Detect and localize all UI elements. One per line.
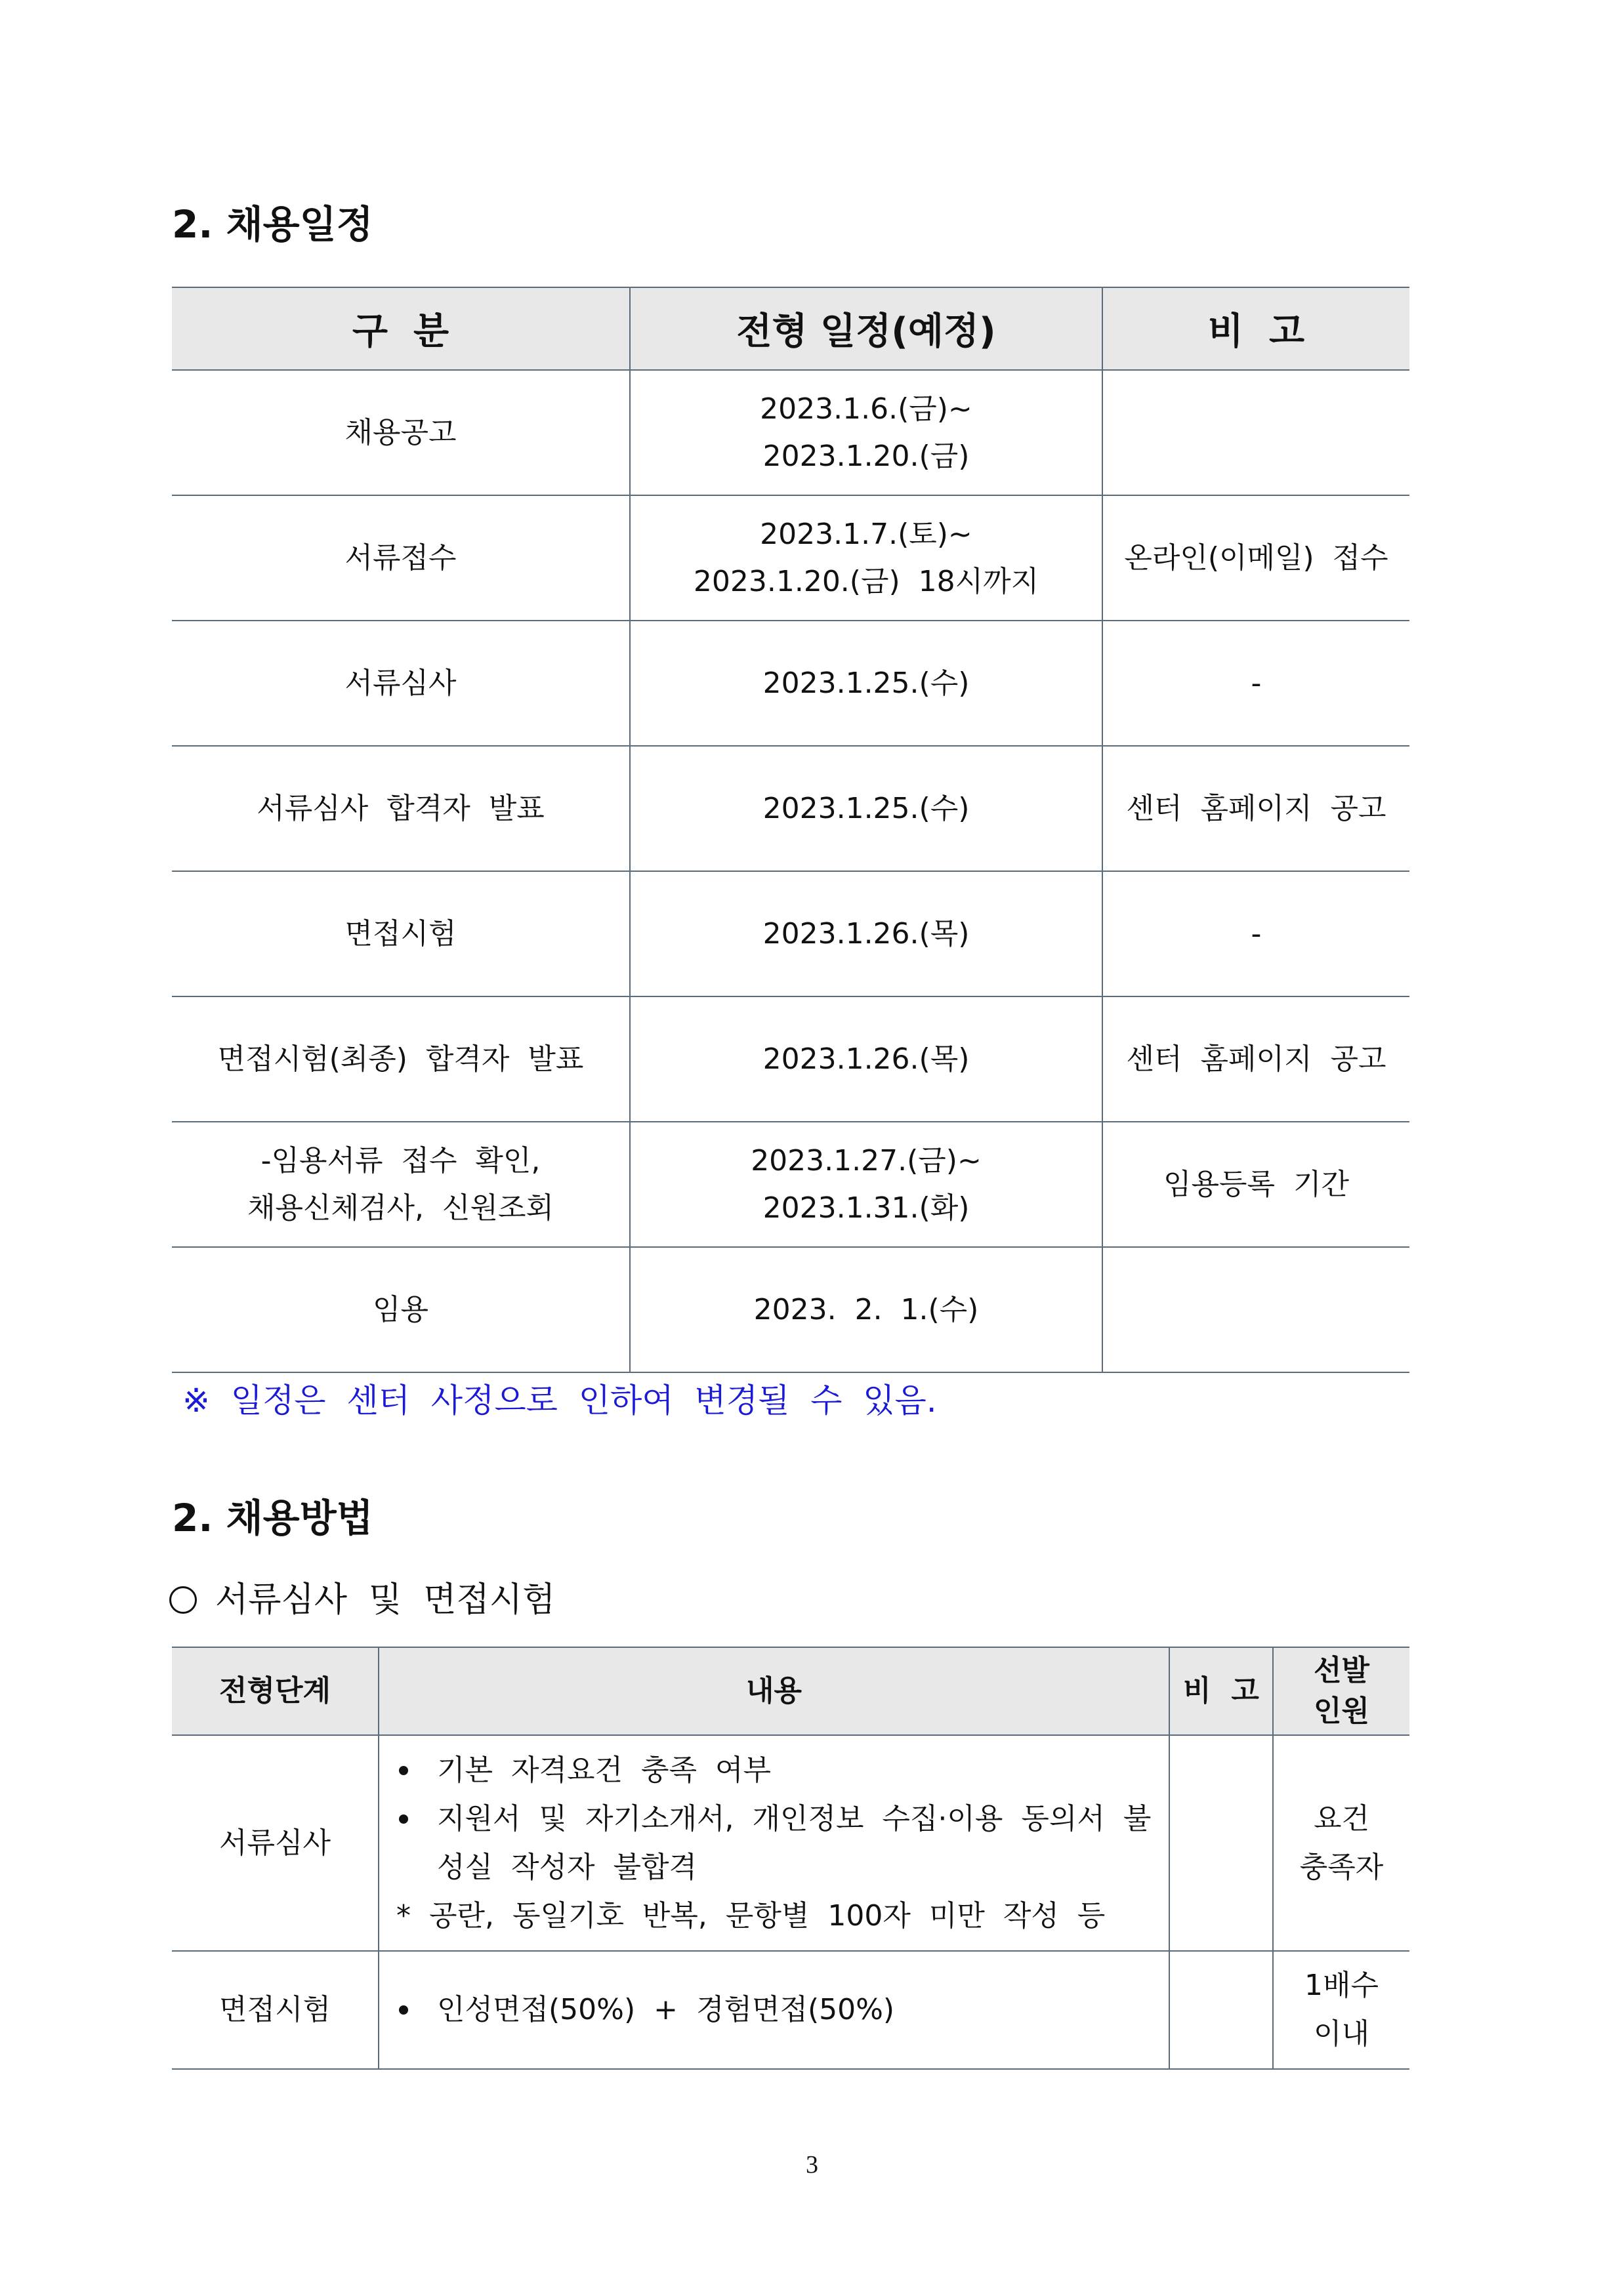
note-cell xyxy=(1169,1735,1273,1951)
date-cell xyxy=(630,495,1102,621)
cell-text: 임용 xyxy=(372,1292,428,1326)
method-table xyxy=(172,1647,1409,2070)
content-cell xyxy=(379,1735,1169,1951)
note-cell: - xyxy=(1102,871,1409,996)
subheading-text: 서류심사 및 면접시험 xyxy=(215,1580,556,1620)
select-cell xyxy=(1273,1951,1409,2069)
cell-text: 요건 xyxy=(1313,1801,1369,1835)
select-cell xyxy=(1273,1735,1409,1951)
stage-cell: 면접시험 xyxy=(172,1951,379,2069)
stage-cell xyxy=(172,495,630,621)
stage-cell xyxy=(172,1122,630,1247)
stage-cell xyxy=(172,996,630,1122)
cell-text: 2023.1.25.(수) xyxy=(762,791,970,825)
cell-text: 서류심사 xyxy=(344,666,457,700)
table-row xyxy=(172,871,1409,996)
header-text: 선발 xyxy=(1313,1654,1369,1687)
table-row xyxy=(172,1735,1409,1951)
cell-text: 2023.1.6.(금)~ xyxy=(760,392,972,426)
cell-text: 2023.1.25.(수) xyxy=(762,666,970,700)
method-header-content: 내용 xyxy=(379,1647,1169,1735)
cell-text: -임용서류 접수 확인, xyxy=(260,1143,541,1178)
cell-text: 채용신체검사, 신원조회 xyxy=(247,1191,554,1225)
schedule-header-note: 비 고 xyxy=(1102,287,1409,370)
note-cell: 센터 홈페이지 공고 xyxy=(1102,996,1409,1122)
section-title-schedule: 2. 채용일정 xyxy=(172,202,373,247)
date-cell xyxy=(630,871,1102,996)
schedule-table xyxy=(172,287,1409,1373)
cell-text: 2023.1.31.(화) xyxy=(762,1191,970,1225)
cell-text: 2023.1.7.(토)~ xyxy=(760,517,972,551)
method-subheading xyxy=(169,1580,556,1620)
schedule-header-date: 전형 일정(예정) xyxy=(630,287,1102,370)
header-text: 인원 xyxy=(1313,1694,1369,1728)
note-cell xyxy=(1169,1951,1273,2069)
stage-cell xyxy=(172,621,630,746)
cell-text: 서류접수 xyxy=(344,541,457,575)
date-cell xyxy=(630,746,1102,871)
cell-text: 서류심사 합격자 발표 xyxy=(257,791,545,825)
stage-cell xyxy=(172,746,630,871)
note-cell xyxy=(1102,370,1409,495)
note-cell xyxy=(1102,1247,1409,1372)
cell-text: 면접시험 xyxy=(344,916,457,951)
cell-text: 2023.1.20.(금) 18시까지 xyxy=(693,564,1039,598)
cell-text: 2023.1.27.(금)~ xyxy=(751,1143,982,1178)
date-cell xyxy=(630,1247,1102,1372)
list-item: 지원서 및 자기소개서, 개인정보 수집·이용 동의서 불성실 작성자 불합격 xyxy=(394,1795,1157,1892)
note-cell: 센터 홈페이지 공고 xyxy=(1102,746,1409,871)
schedule-header-stage: 구 분 xyxy=(172,287,630,370)
date-cell xyxy=(630,996,1102,1122)
method-header-select xyxy=(1273,1647,1409,1735)
table-row xyxy=(172,746,1409,871)
stage-cell xyxy=(172,1247,630,1372)
footnote-item: * 공란, 동일기호 반복, 문항별 100자 미만 작성 등 xyxy=(396,1898,1106,1933)
cell-text: 2023.1.20.(금) xyxy=(762,439,970,473)
table-row xyxy=(172,1951,1409,2069)
content-cell xyxy=(379,1951,1169,2069)
circle-icon xyxy=(169,1586,197,1614)
table-row xyxy=(172,1247,1409,1372)
note-cell: 온라인(이메일) 접수 xyxy=(1102,495,1409,621)
table-row xyxy=(172,370,1409,495)
table-row xyxy=(172,1122,1409,1247)
page-number: 3 xyxy=(806,2151,818,2179)
list-item: 기본 자격요건 충족 여부 xyxy=(394,1746,1157,1795)
table-row xyxy=(172,495,1409,621)
date-cell xyxy=(630,621,1102,746)
stage-cell xyxy=(172,871,630,996)
list-item: 인성면접(50%) + 경험면접(50%) xyxy=(394,1986,1157,2034)
method-header-row xyxy=(172,1647,1409,1735)
section-title-method: 2. 채용방법 xyxy=(172,1496,373,1540)
method-header-stage: 전형단계 xyxy=(172,1647,379,1735)
cell-text: 2023. 2. 1.(수) xyxy=(753,1292,979,1326)
cell-text: 이내 xyxy=(1313,2017,1369,2051)
stage-cell: 서류심사 xyxy=(172,1735,379,1951)
schedule-footnote: ※ 일정은 센터 사정으로 인하여 변경될 수 있음. xyxy=(182,1382,937,1420)
cell-text: 채용공고 xyxy=(344,415,457,449)
cell-text: 1배수 xyxy=(1304,1969,1379,2002)
cell-text: 2023.1.26.(목) xyxy=(762,916,970,951)
method-header-note: 비 고 xyxy=(1169,1647,1273,1735)
cell-text: 2023.1.26.(목) xyxy=(762,1042,970,1076)
table-row xyxy=(172,996,1409,1122)
note-cell: 임용등록 기간 xyxy=(1102,1122,1409,1247)
note-cell: - xyxy=(1102,621,1409,746)
cell-text: 면접시험(최종) 합격자 발표 xyxy=(217,1042,584,1076)
cell-text: 충족자 xyxy=(1299,1850,1384,1884)
stage-cell xyxy=(172,370,630,495)
table-row xyxy=(172,621,1409,746)
date-cell xyxy=(630,370,1102,495)
schedule-header-row xyxy=(172,287,1409,370)
date-cell xyxy=(630,1122,1102,1247)
